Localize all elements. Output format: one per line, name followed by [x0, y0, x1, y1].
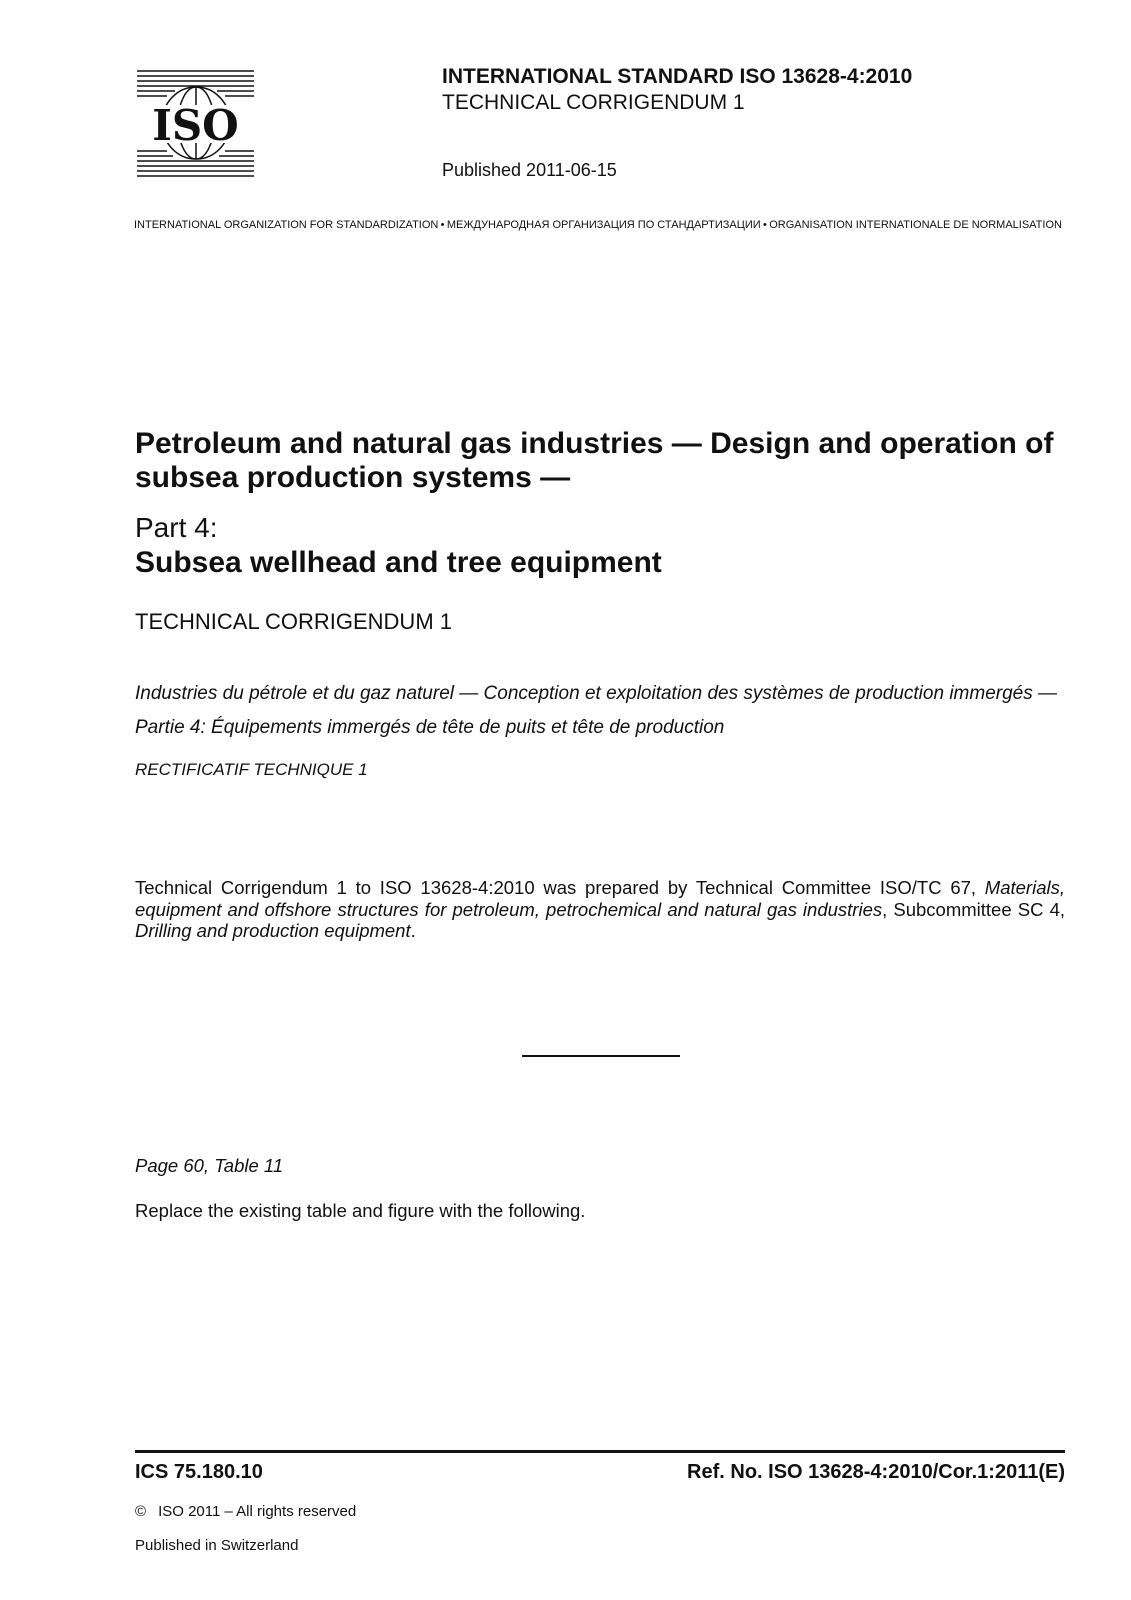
reference-number: Ref. No. ISO 13628-4:2010/Cor.1:2011(E) — [687, 1461, 1065, 1483]
standard-subtitle: TECHNICAL CORRIGENDUM 1 — [442, 91, 745, 114]
french-title: Industries du pétrole et du gaz naturel — Conception et exploitation des systèmes de production immergés — — [135, 683, 1058, 704]
corrigendum-label: TECHNICAL CORRIGENDUM 1 — [135, 609, 452, 634]
org-name-english: INTERNATIONAL ORGANIZATION FOR STANDARDIZATION — [134, 219, 439, 231]
french-corrigendum-label: RECTIFICATIF TECHNIQUE 1 — [135, 760, 368, 779]
separator-line — [522, 1055, 680, 1057]
copyright-icon: © — [135, 1503, 147, 1520]
published-date: Published 2011-06-15 — [442, 160, 617, 180]
org-name-french: ORGANISATION INTERNATIONALE DE NORMALISATION — [769, 219, 1062, 231]
org-separator: • — [440, 219, 445, 231]
intro-paragraph — [135, 877, 1065, 942]
document-title: Petroleum and natural gas industries — Design and operation of subsea production systems — — [135, 427, 1054, 494]
intro-text: , Subcommittee SC 4, — [882, 898, 1065, 920]
footer-rule — [135, 1450, 1065, 1453]
ics-code: ICS 75.180.10 — [135, 1461, 263, 1483]
organization-names — [134, 219, 1062, 231]
intro-text: Technical Corrigendum 1 to ISO 13628-4:2010 was prepared by Technical Committee ISO/TC 67, — [135, 877, 985, 898]
page-reference: Page 60, Table 11 — [135, 1155, 284, 1176]
copyright-notice — [135, 1503, 356, 1521]
committee-name: Materials, equipment and offshore structures for petroleum, petrochemical and natural gas industries — [135, 877, 1065, 920]
intro-text: . — [410, 920, 416, 941]
part-title: Subsea wellhead and tree equipment — [135, 546, 662, 579]
replace-instruction: Replace the existing table and figure with the following. — [135, 1200, 586, 1221]
subcommittee-name: Drilling and production equipment — [135, 920, 411, 941]
copyright-text: ISO 2011 – All rights reserved — [158, 1503, 357, 1520]
standard-title: INTERNATIONAL STANDARD ISO 13628-4:2010 — [442, 65, 913, 88]
published-in: Published in Switzerland — [135, 1537, 299, 1554]
iso-logo-text: ISO — [152, 101, 239, 150]
org-separator: • — [763, 219, 767, 231]
part-label: Part 4: — [135, 512, 218, 543]
org-name-russian: МЕЖДУНАРОДНАЯ ОРГАНИЗАЦИЯ ПО СТАНДАРТИЗАЦИИ — [446, 219, 761, 231]
iso-logo — [137, 69, 254, 178]
french-part-title: Partie 4: Équipements immergés de tête de puits et tête de production — [135, 717, 725, 738]
